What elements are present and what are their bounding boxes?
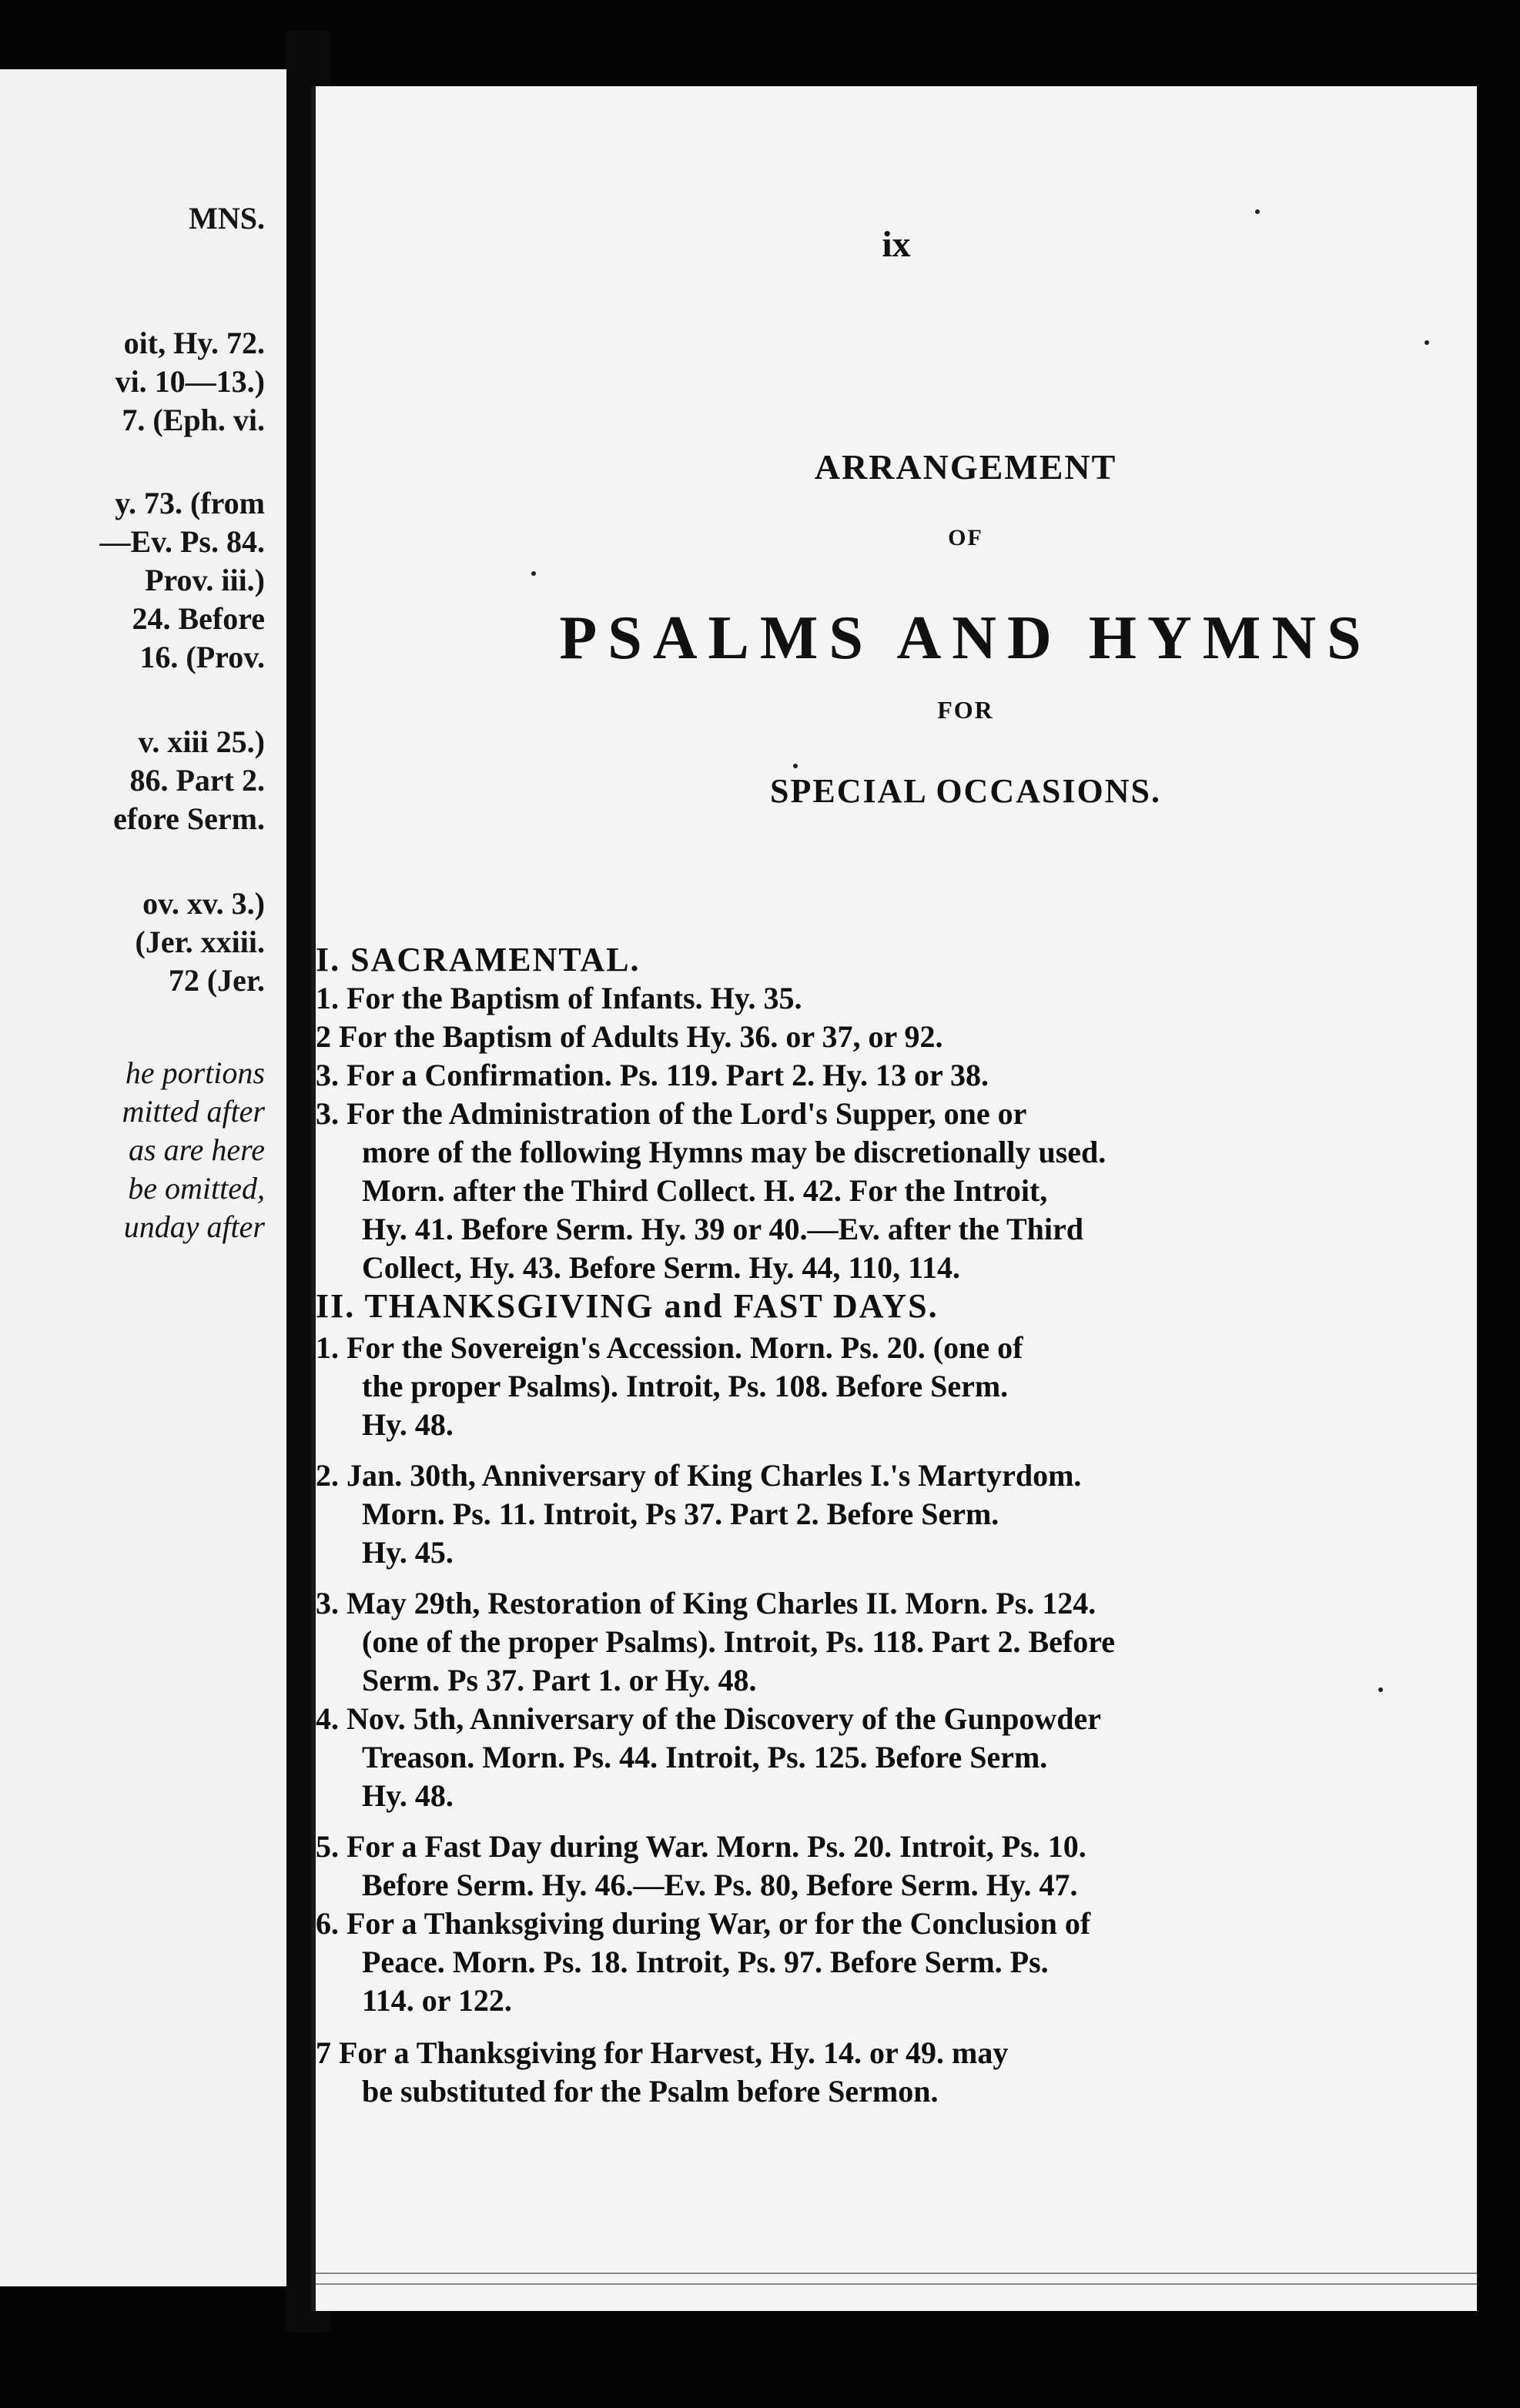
left-line: vi. 10—13.) xyxy=(115,364,265,399)
text-line: 2. Jan. 30th, Anniversary of King Charles I.'s Martyrdom. xyxy=(316,1458,1082,1493)
left-line: ov. xv. 3.) xyxy=(142,886,265,921)
text-line: 5. For a Fast Day during War. Morn. Ps. 20. Introit, Ps. 10. xyxy=(316,1829,1086,1864)
text-line: Hy. 45. xyxy=(362,1535,454,1570)
left-line: (Jer. xxiii. xyxy=(135,925,265,959)
text-line: Hy. 48. xyxy=(362,1778,454,1813)
left-line: —Ev. Ps. 84. xyxy=(99,524,265,559)
text-line: 3. For a Confirmation. Ps. 119. Part 2. Hy. 13 or 38. xyxy=(316,1058,989,1092)
text-line: 114. or 122. xyxy=(362,1983,512,2018)
text-line: more of the following Hymns may be discretionally used. xyxy=(362,1135,1107,1169)
left-line: y. 73. (from xyxy=(115,486,265,520)
left-line: oit, Hy. 72. xyxy=(123,326,265,360)
heading-arrangement: ARRANGEMENT xyxy=(814,447,1117,487)
left-line: 86. Part 2. xyxy=(129,763,265,798)
ink-speck xyxy=(1425,340,1429,345)
text-line: Treason. Morn. Ps. 44. Introit, Ps. 125. Before Serm. xyxy=(362,1740,1048,1774)
left-line: as are here xyxy=(129,1132,265,1167)
text-line: Morn. Ps. 11. Introit, Ps 37. Part 2. Before Serm. xyxy=(362,1497,999,1531)
bottom-rule xyxy=(316,2273,1477,2274)
text-line: Serm. Ps 37. Part 1. or Hy. 48. xyxy=(362,1663,757,1697)
text-line: 6. For a Thanksgiving during War, or for the Conclusion of xyxy=(316,1906,1091,1941)
text-line: Peace. Morn. Ps. 18. Introit, Ps. 97. Before Serm. Ps. xyxy=(362,1945,1049,1979)
bottom-rule xyxy=(316,2283,1477,2285)
left-line: 72 (Jer. xyxy=(168,963,265,998)
left-line: be omitted, xyxy=(128,1171,265,1206)
left-line: unday after xyxy=(123,1209,265,1244)
text-line: Hy. 41. Before Serm. Hy. 39 or 40.—Ev. after the Third xyxy=(362,1212,1083,1246)
left-line: Prov. iii.) xyxy=(145,563,265,597)
heading-subtitle: SPECIAL OCCASIONS. xyxy=(770,772,1161,810)
section-heading: II. THANKSGIVING and FAST DAYS. xyxy=(316,1287,939,1325)
left-line: mitted after xyxy=(122,1094,265,1129)
text-line: the proper Psalms). Introit, Ps. 108. Before Serm. xyxy=(362,1369,1009,1403)
text-line: 3. For the Administration of the Lord's Supper, one or xyxy=(316,1096,1027,1131)
left-page-fragment xyxy=(0,69,291,2286)
ink-speck xyxy=(793,764,798,768)
section-heading: I. SACRAMENTAL. xyxy=(316,941,641,978)
text-line: Hy. 48. xyxy=(362,1407,454,1442)
page-number: ix xyxy=(882,224,911,265)
heading-for: FOR xyxy=(937,696,994,724)
text-line: 3. May 29th, Restoration of King Charles II. Morn. Ps. 124. xyxy=(316,1586,1096,1620)
left-line: v. xiii 25.) xyxy=(138,724,265,759)
text-line: Morn. after the Third Collect. H. 42. For the Introit, xyxy=(362,1173,1048,1208)
left-line: 7. (Eph. vi. xyxy=(122,403,265,437)
text-line: 2 For the Baptism of Adults Hy. 36. or 37, or 92. xyxy=(316,1019,943,1054)
text-line: 1. For the Sovereign's Accession. Morn. Ps. 20. (one of xyxy=(316,1330,1023,1365)
ink-speck xyxy=(1378,1687,1383,1692)
left-line: he portions xyxy=(125,1055,265,1090)
text-line: be substituted for the Psalm before Sermon. xyxy=(362,2074,939,2109)
text-line: (one of the proper Psalms). Introit, Ps. 118. Part 2. Before xyxy=(362,1624,1116,1659)
text-line: 1. For the Baptism of Infants. Hy. 35. xyxy=(316,981,802,1015)
text-line: 7 For a Thanksgiving for Harvest, Hy. 14. or 49. may xyxy=(316,2035,1009,2070)
text-line: Before Serm. Hy. 46.—Ev. Ps. 80, Before Serm. Hy. 47. xyxy=(362,1868,1078,1902)
ink-speck xyxy=(1255,209,1260,214)
left-line: MNS. xyxy=(189,201,265,236)
heading-of: OF xyxy=(948,525,983,550)
left-line: 16. (Prov. xyxy=(139,640,265,674)
text-line: 4. Nov. 5th, Anniversary of the Discovery of the Gunpowder xyxy=(316,1701,1101,1736)
ink-speck xyxy=(531,571,536,576)
left-line: efore Serm. xyxy=(113,801,265,836)
left-line: 24. Before xyxy=(132,601,265,636)
heading-title: PSALMS AND HYMNS xyxy=(559,604,1372,672)
text-line: Collect, Hy. 43. Before Serm. Hy. 44, 110, 114. xyxy=(362,1250,960,1285)
main-page xyxy=(311,86,1477,2311)
